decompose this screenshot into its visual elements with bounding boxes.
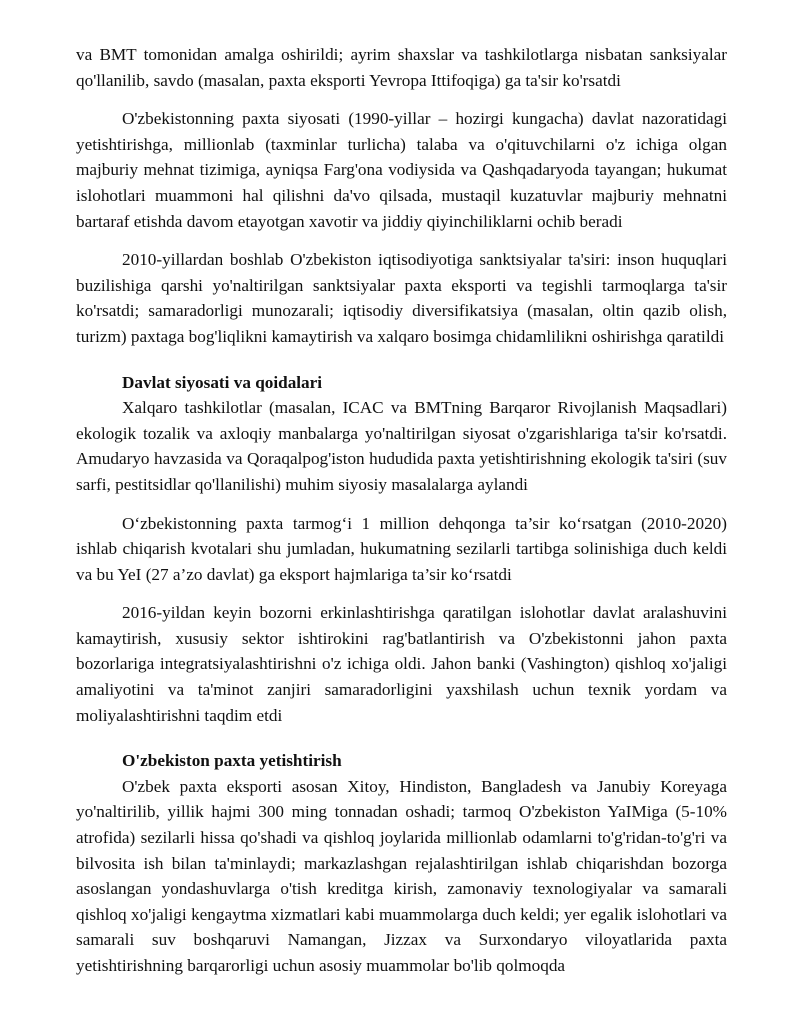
paragraph-international-organizations: Xalqaro tashkilotlar (masalan, ICAC va BMTning Barqaror Rivojlanish Maqsadlari) ekologik tozalik va axloqiy manbalarga yo'naltirilgan siyosat o'zgarishlariga ta'sir ko'rsatdi. Amudaryo havzasida va Qoraqalpog'iston hududida paxta yetishtirishning ekologik ta'siri (suv sarfi, pestitsidlar qo'llanilishi) muhim siyosiy masalalarga aylandi	[76, 398, 727, 494]
section-heading-cotton-production: O'zbekiston paxta yetishtirish	[122, 751, 342, 771]
paragraph-sanctions: 2010-yillardan boshlab O'zbekiston iqtisodiyotiga sanktsiyalar ta'siri: inson huquqlari buzilishiga qarshi yo'naltirilgan sanktsiyalar paxta eksporti va tegishli tarmoqlarga ta'sir ko'rsatdi; samaradorligi munozarali; iqtisodiy diversifikatsiya (masalan, oltin qazib olish, turizm) paxtaga bog'liqlikni kamaytirish va xalqaro bosimga chidamlilikni oshirishga qaratildi	[76, 250, 727, 346]
paragraph-continuation: va BMT tomonidan amalga oshirildi; ayrim shaxslar va tashkilotlarga nisbatan sanksiyalar qo'llanilib, savdo (masalan, paxta eksporti Yevropa Ittifoqiga) ga ta'sir ko'rsatdi	[76, 45, 727, 90]
paragraph-cotton-policy: O'zbekistonning paxta siyosati (1990-yillar – hozirgi kungacha) davlat nazoratidagi yetishtirishga, millionlab (taxminlar turlicha) talaba va o'qituvchilarni o'z ichiga olgan majburiy mehnat tizimiga, ayniqsa Farg'ona vodiysida va Qashqadaryoda tayangan; hukumat islohotlari muammoni hal qilishni da'vo qilsada, mustaqil kuzatuvlar majburiy mehnatni bartaraf etishda davom etayotgan xavotir va jiddiy qiyinchiliklarni ochib beradi	[76, 109, 727, 231]
paragraph-market-reforms: 2016-yildan keyin bozorni erkinlashtirishga qaratilgan islohotlar davlat aralashuvini kamaytirish, xususiy sektor ishtirokini rag'batlantirish va O'zbekistonni jahon paxta bozorlariga integratsiyalashtirishni o'z ichiga oldi. Jahon banki (Vashington) qishloq xo'jaligi amaliyotini va ta'minot zanjiri samaradorligini yaxshilash uchun texnik yordam va moliyalashtirishni taqdim etdi	[76, 603, 727, 725]
document-page	[76, 42, 727, 979]
paragraph-production-quotas: O‘zbekistonning paxta tarmog‘i 1 million dehqonga ta’sir ko‘rsatgan (2010-2020) ishlab chiqarish kvotalari shu jumladan, hukumatning sezilarli tartibga solinishiga duch keldi va bu YeI (27 a’zo davlat) ga eksport hajmlariga ta’sir ko‘rsatdi	[76, 513, 727, 584]
paragraph-cotton-exports: O'zbek paxta eksporti asosan Xitoy, Hindiston, Bangladesh va Janubiy Koreyaga yo'naltirilib, yillik hajmi 300 ming tonnadan oshadi; tarmoq O'zbekiston YaIMiga (5-10% atrofida) sezilarli hissa qo'shadi va qishloq joylarida millionlab odamlarni to'g'ridan-to'g'ri va bilvosita ish bilan ta'minlaydi; markazlashgan rejalashtirilgan ishlab chiqarishdan bozorga asoslangan yondashuvlarga o'tish kreditga kirish, zamonaviy texnologiyalar va samarali qishloq xo'jaligi kengaytma xizmatlari kabi muammolarga duch keldi; yer egalik islohotlari va samarali suv boshqaruvi Namangan, Jizzax va Surxondaryo viloyatlarida paxta yetishtirishning barqarorligi uchun asosiy muammolar bo'lib qolmoqda	[76, 776, 727, 975]
section-heading-state-policy: Davlat siyosati va qoidalari	[122, 372, 323, 392]
